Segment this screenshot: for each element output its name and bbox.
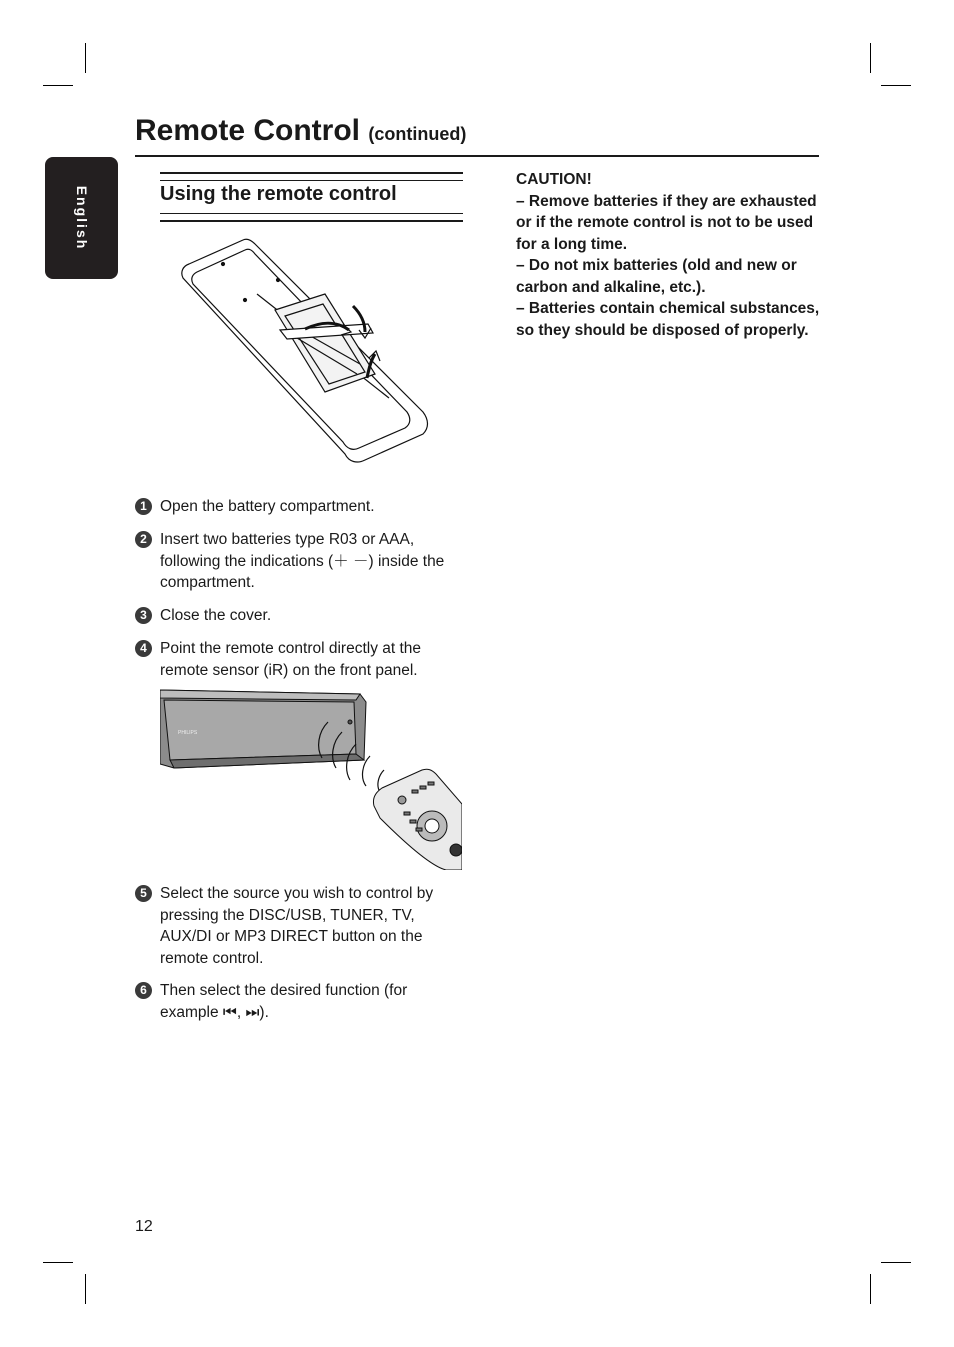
brand-label: PHILIPS bbox=[178, 730, 198, 736]
section-title: Using the remote control bbox=[160, 183, 397, 205]
step-number: 4 bbox=[135, 640, 152, 657]
step-number: 3 bbox=[135, 607, 152, 624]
caution-item: – Remove batteries if they are exhausted or if the remote control is not to be used for a long time. bbox=[516, 192, 817, 253]
step-6 bbox=[135, 980, 465, 1023]
section-rule-bottom bbox=[160, 213, 463, 222]
step-4 bbox=[135, 638, 465, 681]
step-text: Close the cover. bbox=[160, 607, 272, 624]
step-number: 6 bbox=[135, 982, 152, 999]
page-title-text: Remote Control bbox=[135, 114, 360, 147]
remote-pointing-illustration bbox=[160, 688, 462, 870]
section-rule-top bbox=[160, 172, 463, 181]
crop-mark bbox=[870, 1274, 871, 1304]
crop-mark bbox=[85, 1274, 86, 1304]
step-text: Open the battery compartment. bbox=[160, 498, 375, 515]
step-number: 2 bbox=[135, 531, 152, 548]
step-number: 5 bbox=[135, 885, 152, 902]
step-3 bbox=[135, 605, 465, 627]
crop-mark bbox=[43, 85, 73, 86]
caution-box bbox=[516, 169, 826, 341]
step-2 bbox=[135, 529, 465, 594]
crop-mark bbox=[870, 43, 871, 73]
language-tab bbox=[45, 157, 118, 279]
page-title bbox=[135, 114, 466, 148]
caution-heading: CAUTION! bbox=[516, 171, 592, 188]
crop-mark bbox=[881, 1262, 911, 1263]
remote-battery-illustration bbox=[175, 234, 435, 469]
crop-mark bbox=[43, 1262, 73, 1263]
page-title-continued: (continued) bbox=[368, 124, 467, 144]
step-number: 1 bbox=[135, 498, 152, 515]
page-number: 12 bbox=[135, 1218, 153, 1235]
step-5 bbox=[135, 883, 465, 969]
crop-mark bbox=[85, 43, 86, 73]
step-text: Then select the desired function (for example ⏮, ⏭). bbox=[160, 982, 408, 1021]
caution-item: – Batteries contain chemical substances, so they should be disposed of properly. bbox=[516, 300, 820, 339]
title-rule bbox=[135, 155, 819, 157]
step-text: Select the source you wish to control by pressing the DISC/USB, TUNER, TV, AUX/DI or MP3 DIRECT button on the remote control. bbox=[160, 885, 434, 967]
caution-item: – Do not mix batteries (old and new or carbon and alkaline, etc.). bbox=[516, 257, 797, 296]
step-text: Insert two batteries type R03 or AAA, following the indications (＋ －) inside the compartment. bbox=[160, 531, 445, 591]
language-tab-label: English bbox=[73, 185, 90, 251]
step-1 bbox=[135, 496, 465, 518]
step-text: Point the remote control directly at the remote sensor (iR) on the front panel. bbox=[160, 640, 422, 679]
crop-mark bbox=[881, 85, 911, 86]
